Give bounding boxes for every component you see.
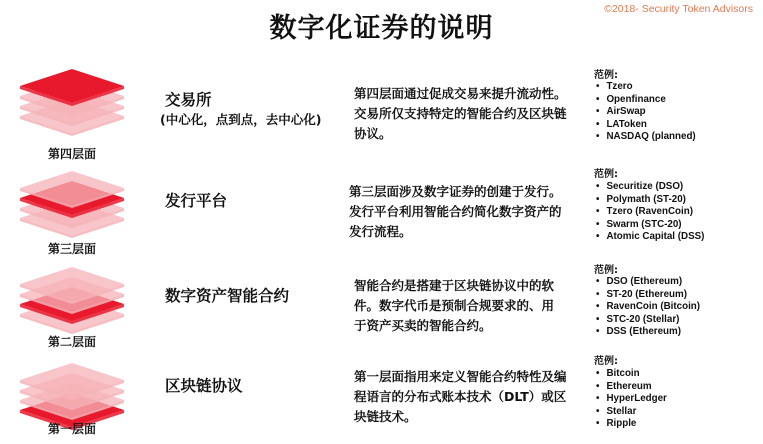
- examples-heading-4: 范例:: [594, 70, 618, 81]
- layer-label-3: 第三层面: [47, 242, 96, 256]
- examples-list-3: [596, 181, 704, 244]
- layer-description-3: 第三层面涉及数字证券的创建于发行。发行平台利用智能合约简化数字资产的发行流程。: [349, 184, 562, 239]
- layer-name-2: 数字资产智能合约: [165, 287, 290, 305]
- example-item: • RavenCoin (Bitcoin): [596, 301, 700, 314]
- copyright-notice: ©2018- Security Token Advisors: [604, 3, 753, 15]
- example-item: • Polymath (ST-20): [596, 194, 704, 207]
- layer-label-2: 第二层面: [47, 335, 96, 349]
- example-item: • Openfinance: [596, 94, 696, 107]
- example-item: • Securitize (DSO): [596, 181, 704, 194]
- example-item: • DSO (Ethereum): [596, 276, 700, 289]
- examples-heading-2: 范例:: [594, 265, 618, 276]
- example-item: • Tzero (RavenCoin): [596, 206, 704, 219]
- layer-description-4: 第四层面通过促成交易来提升流动性。交易所仅支持特定的智能合约及区块链协议。: [354, 86, 567, 141]
- layer-name-3: 发行平台: [165, 192, 228, 210]
- layer-description-1: 第一层面指用来定义智能合约特性及编程语言的分布式账本技术（DLT）或区块链技术。: [354, 369, 567, 424]
- layer-label-4: 第四层面: [47, 147, 96, 161]
- example-item: • HyperLedger: [596, 393, 667, 406]
- layer-description-2: 智能合约是搭建于区块链协议中的软件。数字代币是预制合规要求的、用于资产买卖的智能合约。: [354, 278, 555, 333]
- example-item: • ST-20 (Ethereum): [596, 289, 700, 302]
- example-item: • Tzero: [596, 81, 696, 94]
- examples-list-4: [596, 81, 696, 144]
- example-item: • STC-20 (Stellar): [596, 314, 700, 327]
- example-item: • Bitcoin: [596, 368, 667, 381]
- examples-list-2: [596, 276, 700, 339]
- layer-name-1: 区块链协议: [165, 377, 243, 395]
- examples-heading-3: 范例:: [594, 169, 618, 180]
- example-item: • LAToken: [596, 119, 696, 132]
- example-item: • Stellar: [596, 406, 667, 419]
- page-title: 数字化证券的说明: [269, 13, 494, 44]
- example-item: • AirSwap: [596, 106, 696, 119]
- layer-name-sub-4: (中心化，点到点，去中心化): [160, 112, 322, 127]
- example-item: • Ripple: [596, 418, 667, 431]
- example-item: • Swarm (STC-20): [596, 219, 704, 232]
- example-item: • Atomic Capital (DSS): [596, 231, 704, 244]
- examples-list-1: [596, 368, 667, 431]
- example-item: • DSS (Ethereum): [596, 326, 700, 339]
- example-item: • Ethereum: [596, 381, 667, 394]
- layer-label-1: 第一层面: [47, 422, 96, 436]
- layer-stack-2-icon: [12, 264, 132, 334]
- layer-stack-3-icon: [12, 168, 132, 238]
- examples-heading-1: 范例:: [594, 356, 618, 367]
- layer-stack-4-icon: [12, 66, 132, 136]
- layer-name-4: 交易所: [165, 91, 212, 109]
- example-item: • NASDAQ (planned): [596, 131, 696, 144]
